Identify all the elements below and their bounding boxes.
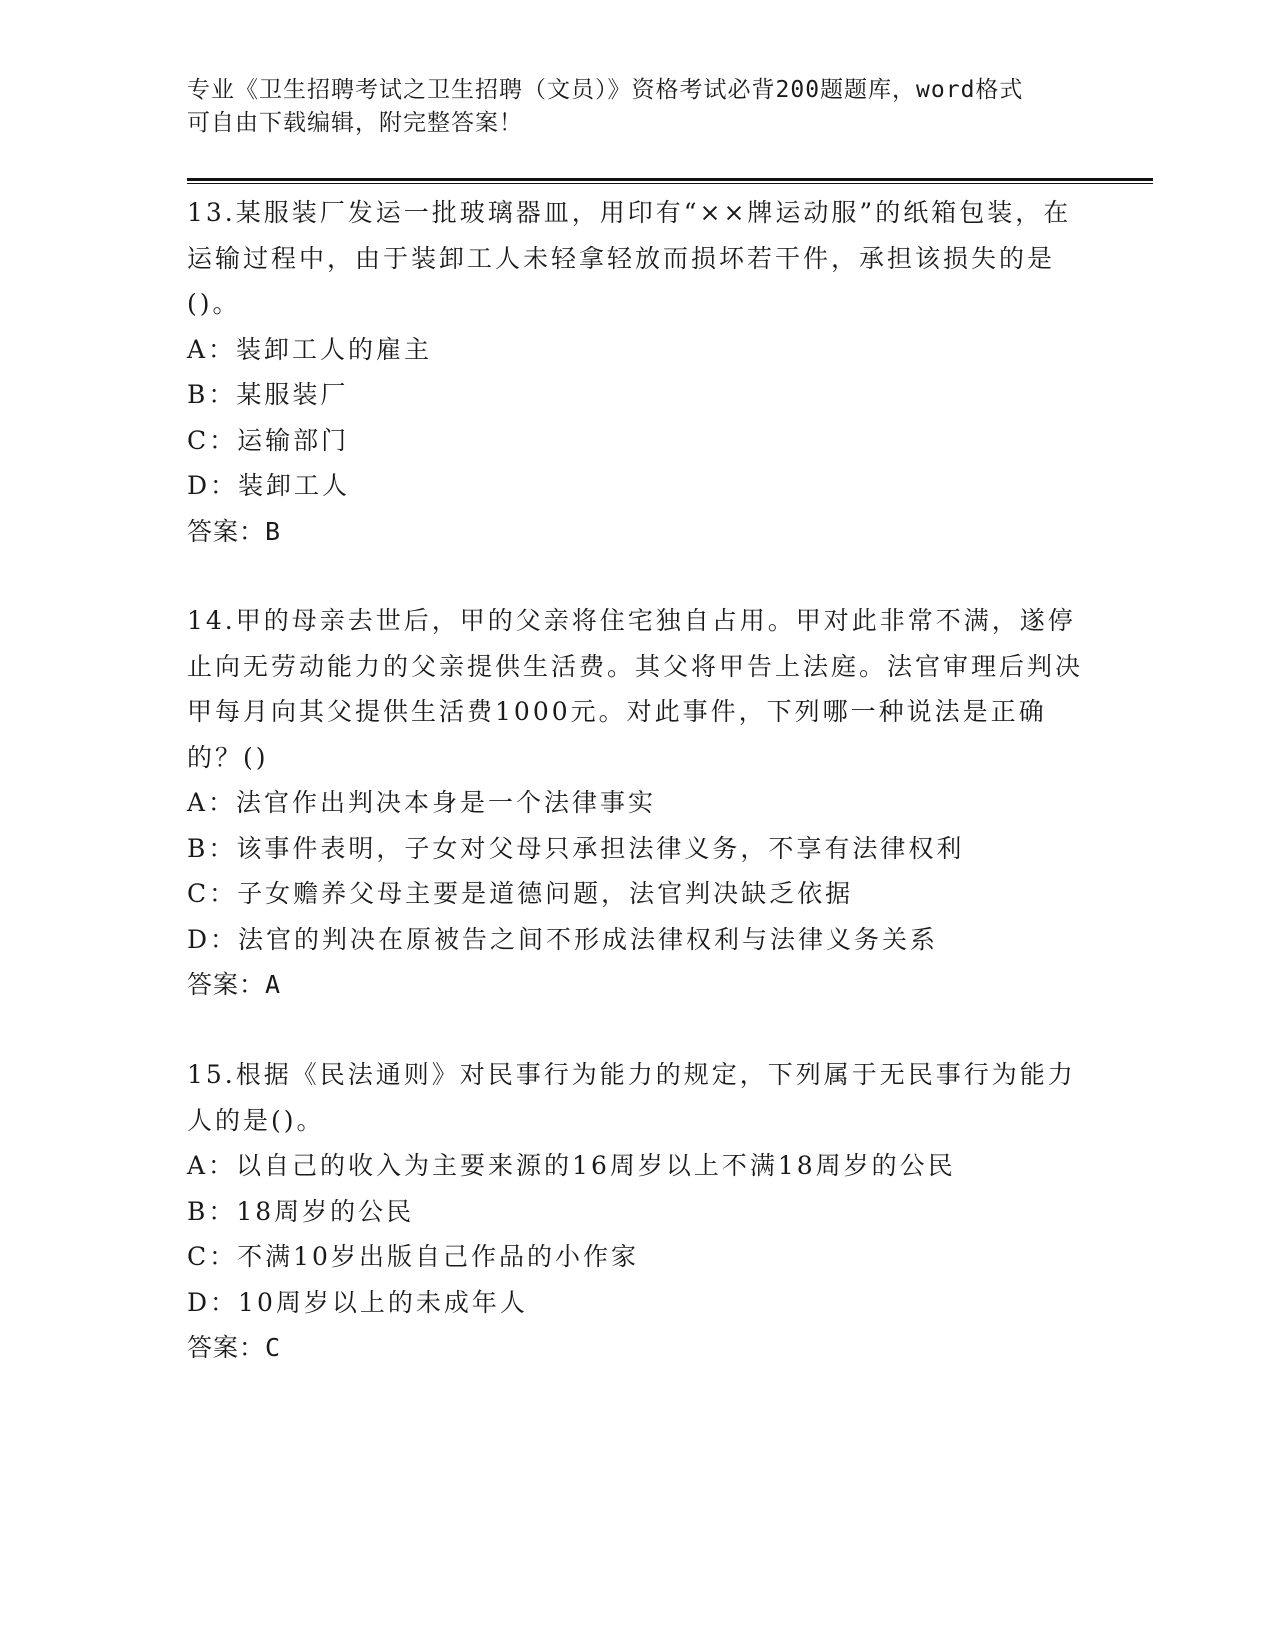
- option-c: C：运输部门: [187, 425, 350, 455]
- question-15: [187, 1052, 1087, 1371]
- answer: 答案：C: [187, 1333, 282, 1362]
- question-14: [187, 598, 1087, 1008]
- option-d: D：10周岁以上的未成年人: [187, 1287, 528, 1317]
- option-b: B：18周岁的公民: [187, 1196, 415, 1226]
- answer: 答案：B: [187, 516, 282, 546]
- option-d: D：装卸工人: [187, 471, 351, 500]
- question-text: 13.某服装厂发运一批玻璃器皿，用印有“××牌运动服”的纸箱包装，在运输过程中，由于装卸工人未轻拿轻放而损坏若干件，承担该损失的是()。: [187, 198, 1072, 318]
- option-a: A：装卸工人的雇主: [187, 334, 433, 364]
- option-c: C：不满10岁出版自己作品的小作家: [187, 1242, 639, 1271]
- header-line-1: 专业《卫生招聘考试之卫生招聘（文员）》资格考试必背200题题库，word格式: [187, 77, 1024, 103]
- option-a: A：以自己的收入为主要来源的16周岁以上不满18周岁的公民: [187, 1151, 956, 1180]
- option-b: B：该事件表明，子女对父母只承担法律义务，不享有法律权利: [187, 833, 965, 863]
- option-a: A：法官作出判决本身是一个法律事实: [187, 788, 657, 817]
- option-d: D：法官的判决在原被告之间不形成法律权利与法律义务关系: [187, 924, 939, 954]
- question-13: [187, 190, 1087, 554]
- question-text: 15.根据《民法通则》对民事行为能力的规定，下列属于无民事行为能力人的是()。: [187, 1060, 1076, 1135]
- question-text: 14.甲的母亲去世后，甲的父亲将住宅独自占用。甲对此非常不满，遂停止向无劳动能力的父亲提供生活费。其父将甲告上法庭。法官审理后判决甲每月向其父提供生活费1000元。对此事件，下列哪一种说法是正确的？(): [187, 606, 1084, 772]
- header-divider-thick: [187, 178, 1153, 181]
- option-b: B：某服装厂: [187, 380, 349, 409]
- answer: 答案：A: [187, 970, 282, 999]
- document-header: [187, 74, 1067, 140]
- header-line-2: 可自由下载编辑，附完整答案！: [187, 110, 523, 136]
- header-divider-thin: [187, 183, 1153, 184]
- option-c: C：子女赡养父母主要是道德问题，法官判决缺乏依据: [187, 879, 854, 908]
